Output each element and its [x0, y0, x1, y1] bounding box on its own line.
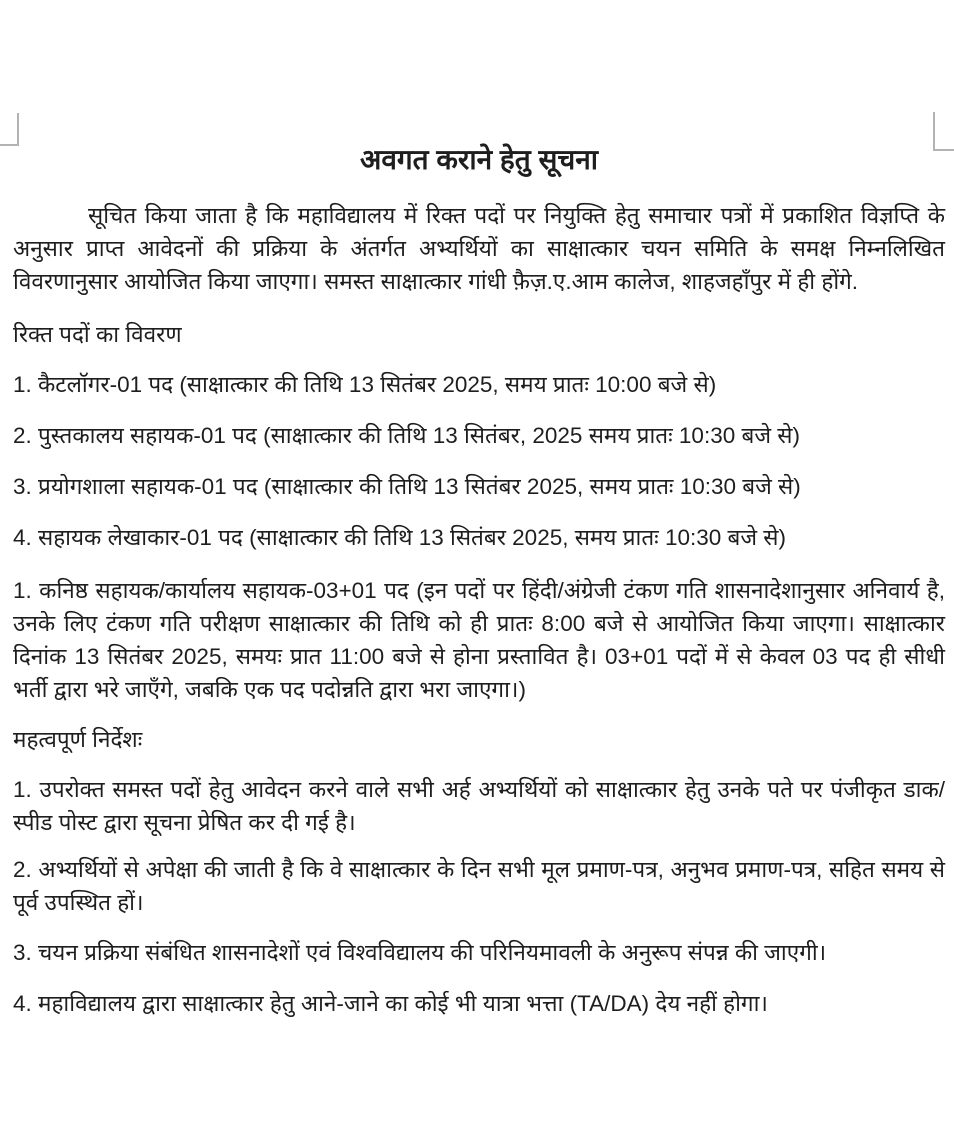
vacancy-item-cataloguer: 1. कैटलॉगर-01 पद (साक्षात्कार की तिथि 13 सितंबर 2025, समय प्रातः 10:00 बजे से)	[13, 372, 717, 397]
intro-paragraph: सूचित किया जाता है कि महाविद्यालय में रिक्त पदों पर नियुक्ति हेतु समाचार पत्रों में प्रकाशित विज्ञप्ति के अनुसार प्राप्त आवेदनों की प्रक्रिया के अंतर्गत अभ्यर्थियों का साक्षात्कार चयन समिति के समक्ष निम्नलिखित विवरणानुसार आयोजित किया जाएगा। समस्त साक्षात्कार गांधी फ़ैज़.ए.आम कालेज, शाहजहाँपुर में ही होंगे.	[13, 203, 945, 294]
junior-assistant-paragraph: 1. कनिष्ठ सहायक/कार्यालय सहायक-03+01 पद (इन पदों पर हिंदी/अंग्रेजी टंकण गति शासनादेशानुसार अनिवार्य है, उनके लिए टंकण गति परीक्षण साक्षात्कार की तिथि को ही प्रातः 8:00 बजे से आयोजित किया जाएगा। साक्षात्कार दिनांक 13 सितंबर 2025, समयः प्रात 11:00 बजे से होना प्रस्तावित है। 03+01 पदों में से केवल 03 पद ही सीधी भर्ती द्वारा भरे जाएँगे, जबकि एक पद पदोन्नति द्वारा भरा जाएगा।)	[13, 578, 945, 702]
instructions-heading: महत्वपूर्ण निर्देशः	[13, 727, 143, 752]
instruction-item-2: 2. अभ्यर्थियों से अपेक्षा की जाती है कि वे साक्षात्कार के दिन सभी मूल प्रमाण-पत्र, अनुभव प्रमाण-पत्र, सहित समय से पूर्व उपस्थित हों।	[13, 857, 945, 915]
page-title: अवगत कराने हेतु सूचना	[359, 144, 599, 175]
vacancy-item-library-assistant: 2. पुस्तकालय सहायक-01 पद (साक्षात्कार की तिथि 13 सितंबर, 2025 समय प्रातः 10:30 बजे से)	[13, 423, 800, 448]
instruction-item-4: 4. महाविद्यालय द्वारा साक्षात्कार हेतु आने-जाने का कोई भी यात्रा भत्ता (TA/DA) देय नहीं होगा।	[13, 991, 768, 1016]
document-content	[13, 0, 945, 1020]
vacancies-heading: रिक्त पदों का विवरण	[13, 322, 182, 347]
vacancy-item-lab-assistant: 3. प्रयोगशाला सहायक-01 पद (साक्षात्कार की तिथि 13 सितंबर 2025, समय प्रातः 10:30 बजे से)	[13, 474, 801, 499]
instruction-item-1: 1. उपरोक्त समस्त पदों हेतु आवेदन करने वाले सभी अर्ह अभ्यर्थियों को साक्षात्कार हेतु उनके पते पर पंजीकृत डाक/स्पीड पोस्ट द्वारा सूचना प्रेषित कर दी गई है।	[13, 777, 945, 835]
vacancy-item-assistant-accountant: 4. सहायक लेखाकार-01 पद (साक्षात्कार की तिथि 13 सितंबर 2025, समय प्रातः 10:30 बजे से)	[13, 525, 786, 550]
instruction-item-3: 3. चयन प्रक्रिया संबंधित शासनादेशों एवं विश्वविद्यालय की परिनियमावली के अनुरूप संपन्न की जाएगी।	[13, 940, 827, 965]
